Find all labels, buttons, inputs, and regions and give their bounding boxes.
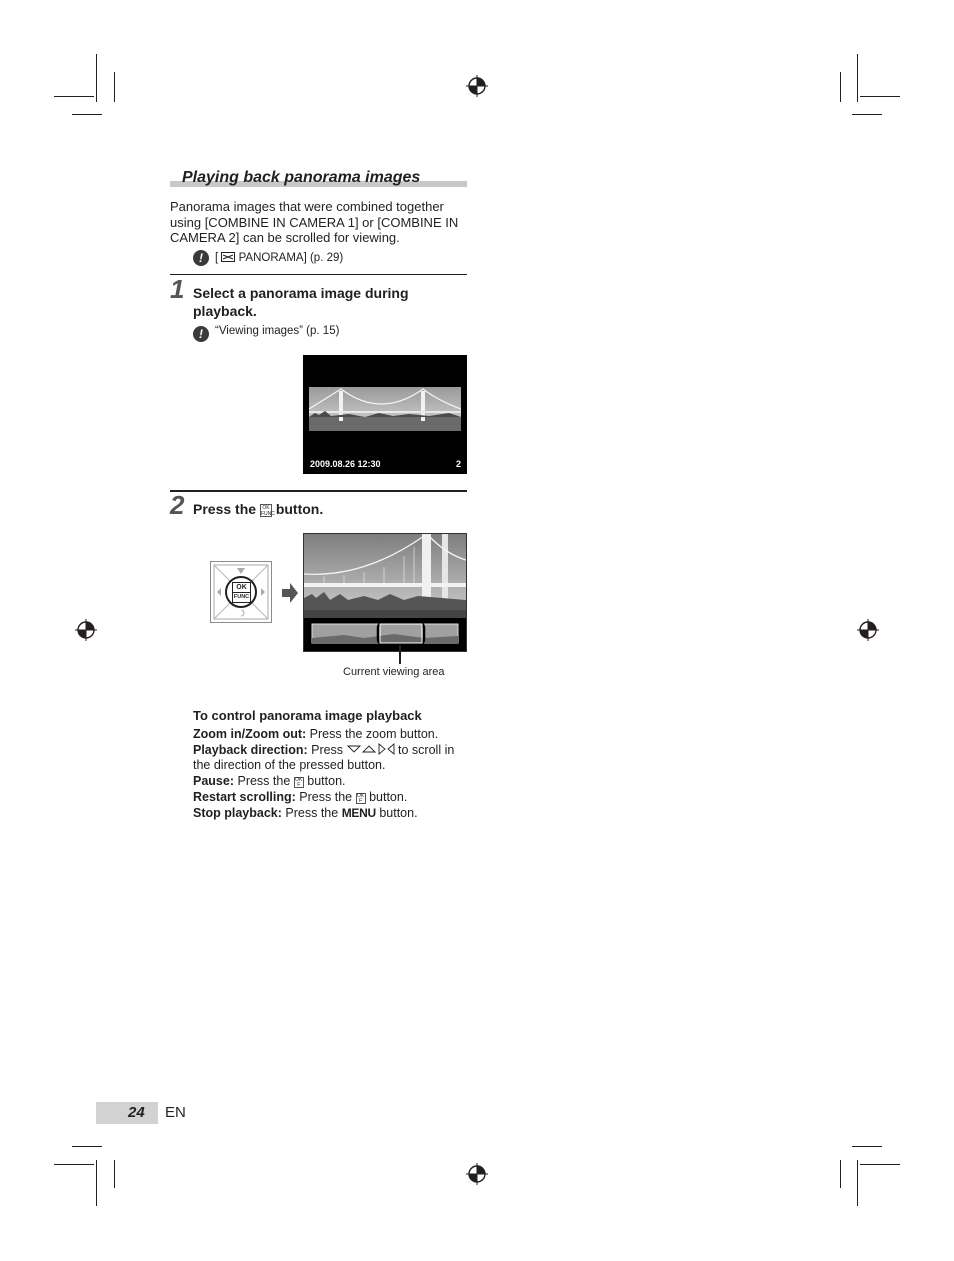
crop-mark — [857, 54, 858, 102]
step-divider — [170, 274, 467, 275]
ok-func-icon: OK F — [295, 777, 303, 789]
crop-mark — [857, 1160, 858, 1206]
stop-text-b: button. — [379, 805, 418, 820]
ok-func-button — [225, 576, 257, 608]
section-title: Playing back panorama images — [182, 169, 421, 186]
step-1-number: 1 — [170, 274, 185, 304]
ok-func-icon: OK F — [356, 792, 365, 804]
panorama-reference — [215, 252, 343, 264]
page-number: 24 — [128, 1104, 145, 1121]
restart-text-a: Press the — [299, 789, 353, 804]
language-code: EN — [165, 1104, 186, 1121]
caution-icon: ! — [193, 250, 209, 266]
crop-mark — [860, 96, 900, 97]
crop-mark — [852, 114, 882, 115]
restart-text-b: button. — [369, 789, 408, 804]
playback-screen — [303, 355, 467, 474]
stop-line — [193, 806, 473, 822]
panorama-reference-text: PANORAMA] (p. 29) — [238, 252, 344, 264]
crop-mark — [114, 72, 115, 102]
registration-mark-icon — [75, 619, 97, 641]
crop-mark — [852, 1146, 882, 1147]
controls-list — [193, 727, 473, 821]
crop-mark — [96, 1160, 97, 1206]
ok-func-icon: OK FUNC — [260, 505, 275, 517]
pause-text-b: button. — [307, 774, 346, 789]
current-viewing-area-caption: Current viewing area — [343, 666, 445, 678]
callout-line — [399, 645, 401, 664]
crop-mark — [96, 54, 97, 102]
ok-label: OK — [236, 584, 247, 591]
step-1-text: Select a panorama image during playback. — [193, 285, 409, 319]
step-2-number: 2 — [170, 490, 185, 520]
func-label: FUNC — [233, 594, 250, 600]
restart-label: Restart scrolling: — [193, 789, 296, 804]
step-2-text — [193, 500, 323, 518]
zoom-text: Press the zoom button. — [309, 727, 439, 741]
menu-button-label: MENU — [341, 805, 376, 820]
crop-mark — [840, 1160, 841, 1188]
pause-label: Pause: — [193, 774, 234, 789]
ok-func-button-face — [232, 582, 251, 603]
panorama-mode-icon — [221, 252, 235, 262]
viewing-images-reference: “Viewing images” (p. 15) — [215, 325, 340, 337]
crop-mark — [54, 1164, 94, 1165]
bracket-open: [ — [215, 252, 219, 264]
zoom-label: Zoom in/Zoom out: — [193, 727, 307, 741]
step-2-text-after: button. — [275, 501, 324, 517]
controls-title: To control panorama image playback — [193, 708, 422, 723]
registration-mark-icon — [466, 75, 488, 97]
caution-icon: ! — [193, 326, 209, 342]
registration-mark-icon — [857, 619, 879, 641]
page-number-tab — [96, 1102, 158, 1124]
crop-mark — [860, 1164, 900, 1165]
section-heading — [170, 168, 467, 188]
screen-frame-count: 2 — [455, 459, 461, 469]
crop-mark — [72, 1146, 102, 1147]
direction-line — [193, 743, 473, 774]
direction-arrows-icon — [347, 743, 395, 755]
pause-line — [193, 774, 473, 790]
crop-mark — [840, 72, 841, 102]
step-2-text-before: Press the — [193, 501, 257, 517]
panorama-scroll-view — [304, 534, 466, 651]
pause-text-a: Press the — [237, 774, 291, 789]
arrow-right-icon — [282, 583, 298, 603]
zoom-line — [193, 727, 473, 743]
step-divider — [170, 490, 467, 492]
intro-paragraph: Panorama images that were combined together using [COMBINE IN CAMERA 1] or [COMBINE IN CAMERA 2] can be scrolled for viewing. — [170, 199, 459, 245]
registration-mark-icon — [466, 1163, 488, 1185]
crop-mark — [72, 114, 102, 115]
crop-mark — [54, 96, 94, 97]
panorama-playback-screen — [303, 533, 467, 652]
stop-label: Stop playback: — [193, 805, 282, 820]
control-pad — [210, 561, 272, 623]
stop-text-a: Press the — [285, 805, 339, 820]
direction-text-b: to scroll in the direction of the pressed button. — [193, 742, 455, 773]
direction-label: Playback direction: — [193, 742, 308, 757]
restart-line — [193, 790, 473, 806]
direction-text-a: Press — [311, 742, 344, 757]
crop-mark — [114, 1160, 115, 1188]
screen-timestamp: 2009.08.26 12:30 — [310, 459, 381, 469]
panorama-thumbnail — [309, 387, 461, 431]
